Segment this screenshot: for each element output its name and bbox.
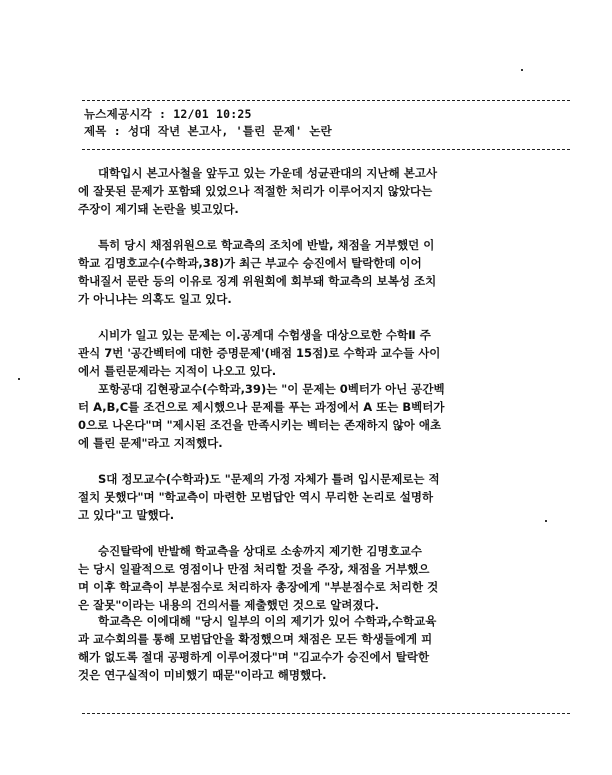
news-title-line: 제목 : 성대 작년 본고사, '틀린 문제' 논란 [84, 124, 332, 138]
text-line: 학내질서 문란 등의 이유로 징계 위원회에 회부돼 학교측의 보복성 조치 [78, 274, 437, 288]
text-line: 학교 김명호교수(수학과,38)가 최근 부교수 승진에서 탈락한데 이어 [78, 256, 422, 270]
text-line: 에서 틀린문제라는 지적이 나오고 있다. [78, 364, 277, 378]
text-line: 해가 없도록 절대 공평하게 이루어졌다"며 "김교수가 승진에서 탈락한 [78, 650, 430, 664]
paragraph [78, 380, 498, 452]
text-line: 는 당시 일괄적으로 영점이나 만점 처리할 것을 주장, 채점을 거부했으 [78, 562, 430, 576]
bottom-dashed-rule [82, 713, 570, 714]
scan-speck [545, 520, 547, 522]
text-line: 포항공대 김현광교수(수학과,39)는 "이 문제는 0벡터가 아닌 공간벡 [98, 382, 445, 396]
text-line: 은 잘못"이라는 내용의 건의서를 제출했던 것으로 알려졌다. [78, 598, 379, 612]
header-dashed-rule [82, 149, 570, 150]
paragraph [78, 542, 498, 614]
scan-speck [18, 378, 20, 380]
text-line: S대 정모교수(수학과)도 "문제의 가정 자체가 틀려 입시문제로는 적 [98, 472, 440, 486]
text-line: 에 틀린 문제"라고 지적했다. [78, 436, 223, 450]
text-line: 특히 당시 채점위원으로 학교측의 조치에 반발, 채점을 거부했던 이 [98, 238, 435, 252]
paragraph [78, 326, 498, 380]
text-line: 에 잘못된 문제가 포함돼 있었으나 적절한 처리가 이루어지지 않았다는 [78, 184, 433, 198]
text-line: 가 아니냐는 의혹도 일고 있다. [78, 292, 232, 306]
text-line: 대학입시 본고사철을 앞두고 있는 가운데 성균관대의 지난해 본고사 [98, 166, 438, 180]
text-line: 며 이후 학교측이 부분점수로 처리하자 총장에게 "부분점수로 처리한 것 [78, 580, 439, 594]
text-line: 시비가 일고 있는 문제는 이.공계대 수험생을 대상으로한 수학Ⅱ 주 [98, 328, 431, 342]
text-line: 터 A,B,C를 조건으로 제시했으나 문제를 푸는 과정에서 A 또는 B벡터가 [78, 400, 445, 414]
text-line: 승진탈락에 반발해 학교측을 상대로 소송까지 제기한 김명호교수 [98, 544, 422, 558]
paragraph [78, 612, 498, 684]
text-line: 주장이 제기돼 논란을 빚고있다. [78, 202, 239, 216]
text-line: 관식 7번 '공간벡터에 대한 증명문제'(배점 15점)로 수학과 교수들 사이 [78, 346, 441, 360]
text-line: 학교측은 이에대해 "당시 일부의 이의 제기가 있어 수학과,수학교육 [98, 614, 437, 628]
top-dashed-rule [82, 100, 570, 101]
text-line: 0으로 나온다"며 "제시된 조건을 만족시키는 벡터는 존재하지 않아 애초 [78, 418, 442, 432]
paragraph [78, 470, 498, 524]
text-line: 것은 연구실적이 미비했기 때문"이라고 해명했다. [78, 668, 327, 682]
scan-speck [521, 69, 523, 71]
paragraph [78, 236, 498, 308]
paragraph [78, 164, 498, 218]
news-time-line: 뉴스제공시각 : 12/01 10:25 [84, 107, 252, 121]
text-line: 고 있다"고 말했다. [78, 508, 175, 522]
text-line: 절치 못했다"며 "학교측이 마련한 모범답안 역시 무리한 논리로 설명하 [78, 490, 434, 504]
text-line: 과 교수회의를 통해 모범답안을 확정했으며 채점은 모든 학생들에게 피 [78, 632, 433, 646]
news-header [84, 106, 332, 140]
